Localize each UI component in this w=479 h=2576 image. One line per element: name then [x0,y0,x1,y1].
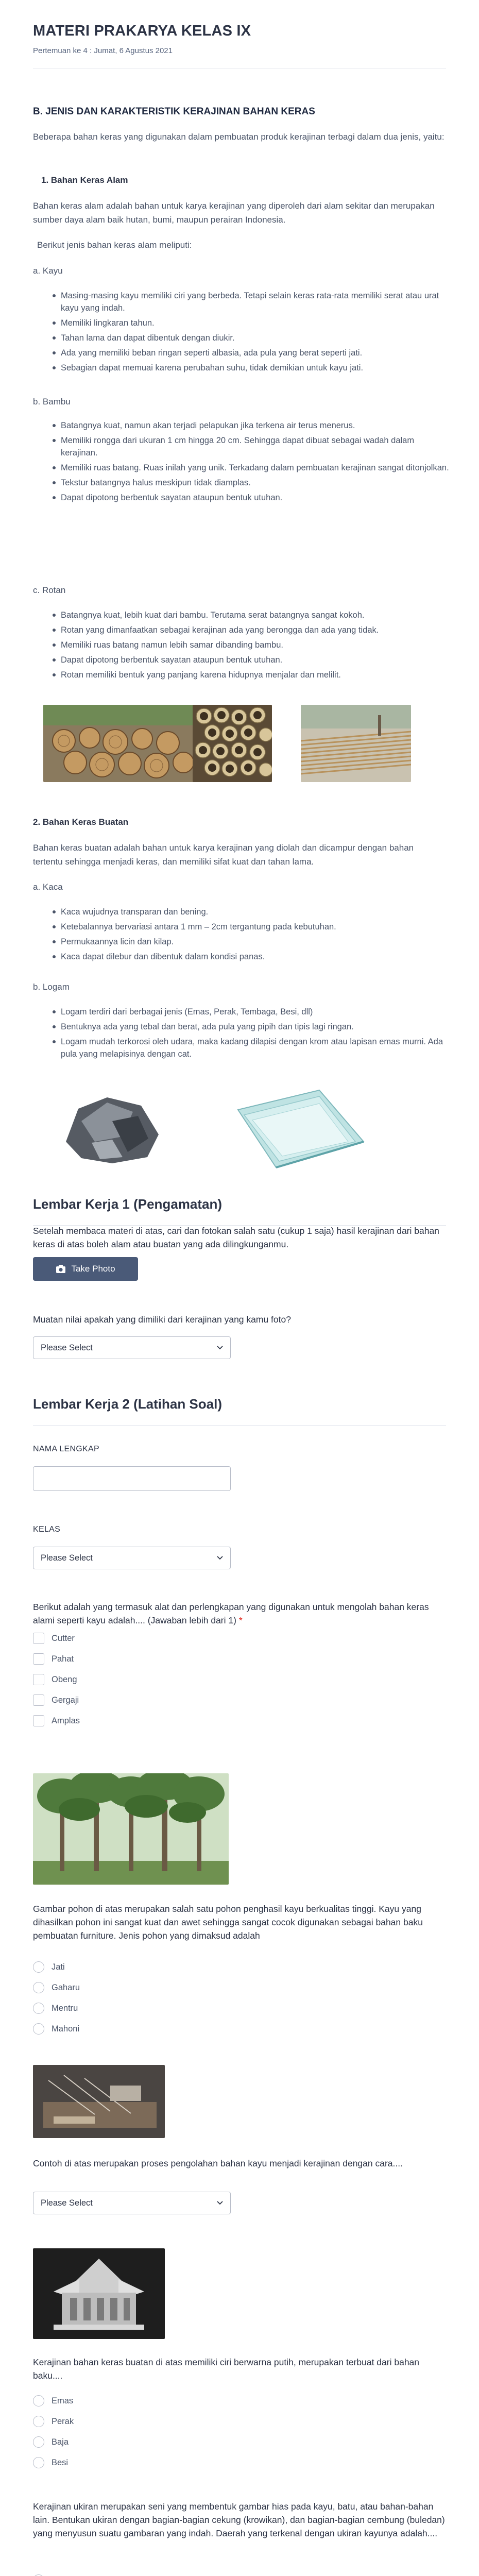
rotan-label: c. Rotan [33,585,66,595]
kaca-label: a. Kaca [33,882,63,892]
option-label: Perak [52,2416,74,2426]
radio-option[interactable] [33,2415,74,2428]
radio-option[interactable] [33,2002,80,2014]
radio-option[interactable] [33,2395,74,2407]
radio[interactable] [33,2395,44,2406]
option-label: Mentru [52,2003,78,2013]
checkbox-option[interactable] [33,1673,80,1686]
radio-option[interactable] [33,1961,80,1973]
lk2-divider [33,1425,446,1426]
list-item: Memiliki rongga dari ukuran 1 cm hingga 20 cm. Sehingga dapat dibuat sebagai wadah dalam kerajinan. [49,434,451,459]
checkbox-option[interactable] [33,1694,80,1706]
glass-sheets-image [229,1085,371,1173]
chevron-down-icon [217,1346,223,1350]
list-item: Ada yang memiliki beban ringan seperti albasia, ada pula yang berat seperti jati. [49,347,451,359]
list-item: Bentuknya ada yang tebal dan berat, ada pula yang pipih dan tipis lagi ringan. [49,1021,451,1033]
radio-option[interactable] [33,2574,96,2576]
question-1-text: Berikut adalah yang termasuk alat dan perlengkapan yang digunakan untuk mengolah bahan keras alami seperti kayu adalah.... (Jawaban lebih dari 1) [33,1602,429,1625]
list-item: Batangnya kuat, lebih kuat dari bambu. Terutama serat batangnya sangat kokoh. [49,609,451,621]
list-item: Dapat dipotong berbentuk sayatan ataupun bentuk utuhan. [49,492,451,504]
list-item: Permukaannya licin dan kilap. [49,936,451,948]
list-item: Tahan lama dan dapat dibentuk dengan diukir. [49,332,451,344]
checkbox[interactable] [33,1694,44,1706]
alam-title: 1. Bahan Keras Alam [41,175,128,185]
tree-image [33,1773,229,1885]
buatan-desc: Bahan keras buatan adalah bahan untuk karya kerajinan yang diolah dan dicampur dengan bahan tertentu sehingga menjadi keras, dan memiliki sifat kuat dan tahan lama. [33,843,414,867]
q1-options [33,1632,80,1727]
kaca-list [49,906,451,965]
list-item: Tekstur batangnya halus meskipun tidak diamplas. [49,477,451,489]
page-title: MATERI PRAKARYA KELAS IX [33,23,251,39]
question-4: Kerajinan bahan keras buatan di atas memiliki ciri berwarna putih, merupakan terbuat dari bahan baku.... [33,2357,420,2381]
take-photo-button[interactable] [33,1257,138,1281]
checkbox-option[interactable] [33,1653,80,1665]
page-subtitle: Pertemuan ke 4 : Jumat, 6 Agustus 2021 [33,46,173,55]
kayu-list [49,290,451,377]
radio[interactable] [33,2003,44,2014]
checkbox-option[interactable] [33,1715,80,1727]
checkbox[interactable] [33,1715,44,1726]
option-label: Obeng [52,1674,77,1684]
question-muatan: Muatan nilai apakah yang dimiliki dari kerajinan yang kamu foto? [33,1314,291,1325]
question-2: Gambar pohon di atas merupakan salah satu pohon penghasil kayu berkualitas tinggi. Kayu yang dihasilkan pohon ini sangat kuat dan awet sehingga sangat cocok digunakan sebagai bahan baku pembuatan furniture. Jenis pohon yang dimaksud adalah [33,1904,423,1941]
list-item: Memiliki lingkaran tahun. [49,317,451,329]
muatan-select[interactable] [33,1336,231,1359]
q4-options [33,2395,74,2469]
question-1 [33,1600,450,1627]
list-item: Rotan memiliki bentuk yang panjang karena hidupnya menjalar dan melilit. [49,669,451,681]
list-item: Kaca dapat dilebur dan dibentuk dalam kondisi panas. [49,951,451,963]
list-item: Memiliki ruas batang namun lebih samar dibanding bambu. [49,639,451,651]
option-label: Besi [52,2458,69,2467]
option-label: Gergaji [52,1695,79,1705]
q3-select[interactable] [33,2192,231,2214]
list-item: Logam mudah terkorosi oleh udara, maka kadang dilapisi dengan krom atau lapisan emas murni. Ada pula yang melapisinya dengan cat. [49,1036,451,1060]
radio-option[interactable] [33,2023,80,2035]
option-label: Baja [52,2437,69,2447]
option-label: Jati [52,1962,65,1972]
radio[interactable] [33,1961,44,1973]
select-value: Please Select [41,1343,93,1352]
bambu-list [49,419,451,506]
checkbox[interactable] [33,1674,44,1685]
lk1-instruction: Setelah membaca materi di atas, cari dan fotokan salah satu (cukup 1 saja) hasil kerajinan dari bahan keras di atas boleh alam atau buatan yang ada dilingkunganmu. [33,1226,439,1249]
radio-option[interactable] [33,1981,80,1994]
kelas-select[interactable] [33,1547,231,1569]
option-label: Gaharu [52,1982,80,1992]
required-marker: * [238,1615,243,1625]
logam-label: b. Logam [33,982,70,992]
kelas-label: KELAS [33,1525,61,1534]
chevron-down-icon [217,1556,223,1560]
radio[interactable] [33,2023,44,2035]
radio-option[interactable] [33,2456,74,2469]
bambu-label: b. Bambu [33,397,71,406]
list-item: Rotan yang dimanfaatkan sebagai kerajinan ada yang berongga dan ada yang tidak. [49,624,451,636]
nama-input[interactable] [33,1466,231,1491]
question-5: Kerajinan ukiran merupakan seni yang membentuk gambar hias pada kayu, batu, atau bahan-bahan lain. Bentukan ukiran dengan bagian-bagian cekung (krowikan), dan bagian-bagian cembung (buledan) yang menyusun suatu gambaran yang indah. Daerah yang terkenal dengan ukiran kayunya adalah.... [33,2501,445,2538]
logam-list [49,1006,451,1063]
metal-ore-image [50,1085,171,1173]
question-3: Contoh di atas merupakan proses pengolahan bahan kayu menjadi kerajinan dengan cara.... [33,2158,403,2168]
radio-option[interactable] [33,2436,74,2448]
list-item: Sebagian dapat memuai karena perubahan suhu, tidak demikian untuk kayu jati. [49,362,451,374]
nama-label: NAMA LENGKAP [33,1445,99,1453]
section-title: B. JENIS DAN KARAKTERISTIK KERAJINAN BAHAN KERAS [33,106,315,117]
list-item: Memiliki ruas batang. Ruas inilah yang unik. Terkadang dalam pembuatan kerajinan sangat ditonjolkan. [49,462,451,474]
list-item: Logam terdiri dari berbagai jenis (Emas, Perak, Tembaga, Besi, dll) [49,1006,451,1018]
bamboo-image [193,705,272,782]
lk2-title: Lembar Kerja 2 (Latihan Soal) [33,1396,222,1412]
take-photo-label: Take Photo [71,1264,115,1274]
list-item: Dapat dipotong berbentuk sayatan ataupun bentuk utuhan. [49,654,451,666]
select-value: Please Select [41,2198,93,2208]
camera-icon [56,1264,66,1274]
silver-craft-image [33,2248,165,2339]
checkbox[interactable] [33,1653,44,1665]
intro-text: Beberapa bahan keras yang digunakan dalam pembuatan produk kerajinan terbagi dalam dua jenis, yaitu: [33,132,444,142]
wood-processing-image [33,2065,165,2138]
wood-logs-image [43,705,195,782]
q5-options [33,2574,96,2576]
kayu-label: a. Kayu [33,266,63,276]
option-label: Mahoni [52,2024,80,2033]
radio[interactable] [33,2436,44,2448]
alam-list-intro: Berikut jenis bahan keras alam meliputi: [37,240,192,250]
list-item: Masing-masing kayu memiliki ciri yang berbeda. Tetapi selain keras rata-rata memiliki serat atau urat kayu yang indah. [49,290,451,314]
lk1-title: Lembar Kerja 1 (Pengamatan) [33,1196,223,1212]
q2-options [33,1961,80,2035]
select-value: Please Select [41,1553,93,1563]
option-label: Cutter [52,1633,75,1643]
radio[interactable] [33,2416,44,2427]
rotan-list [49,609,451,684]
chevron-down-icon [217,2201,223,2205]
option-label: Pahat [52,1654,74,1664]
checkbox[interactable] [33,1633,44,1644]
radio[interactable] [33,2457,44,2468]
list-item: Ketebalannya bervariasi antara 1 mm – 2cm tergantung pada kebutuhan. [49,921,451,933]
radio[interactable] [33,1982,44,1993]
rattan-image [301,705,411,782]
checkbox-option[interactable] [33,1632,80,1645]
buatan-title: 2. Bahan Keras Buatan [33,817,129,827]
option-label: Amplas [52,1716,80,1725]
list-item: Batangnya kuat, namun akan terjadi pelapukan jika terkena air terus menerus. [49,419,451,432]
list-item: Kaca wujudnya transparan dan bening. [49,906,451,918]
alam-desc: Bahan keras alam adalah bahan untuk karya kerajinan yang diperoleh dari alam sekitar dan merupakan sumber daya alam baik hutan, bumi, maupun perairan Indonesia. [33,201,435,225]
option-label: Emas [52,2396,74,2405]
